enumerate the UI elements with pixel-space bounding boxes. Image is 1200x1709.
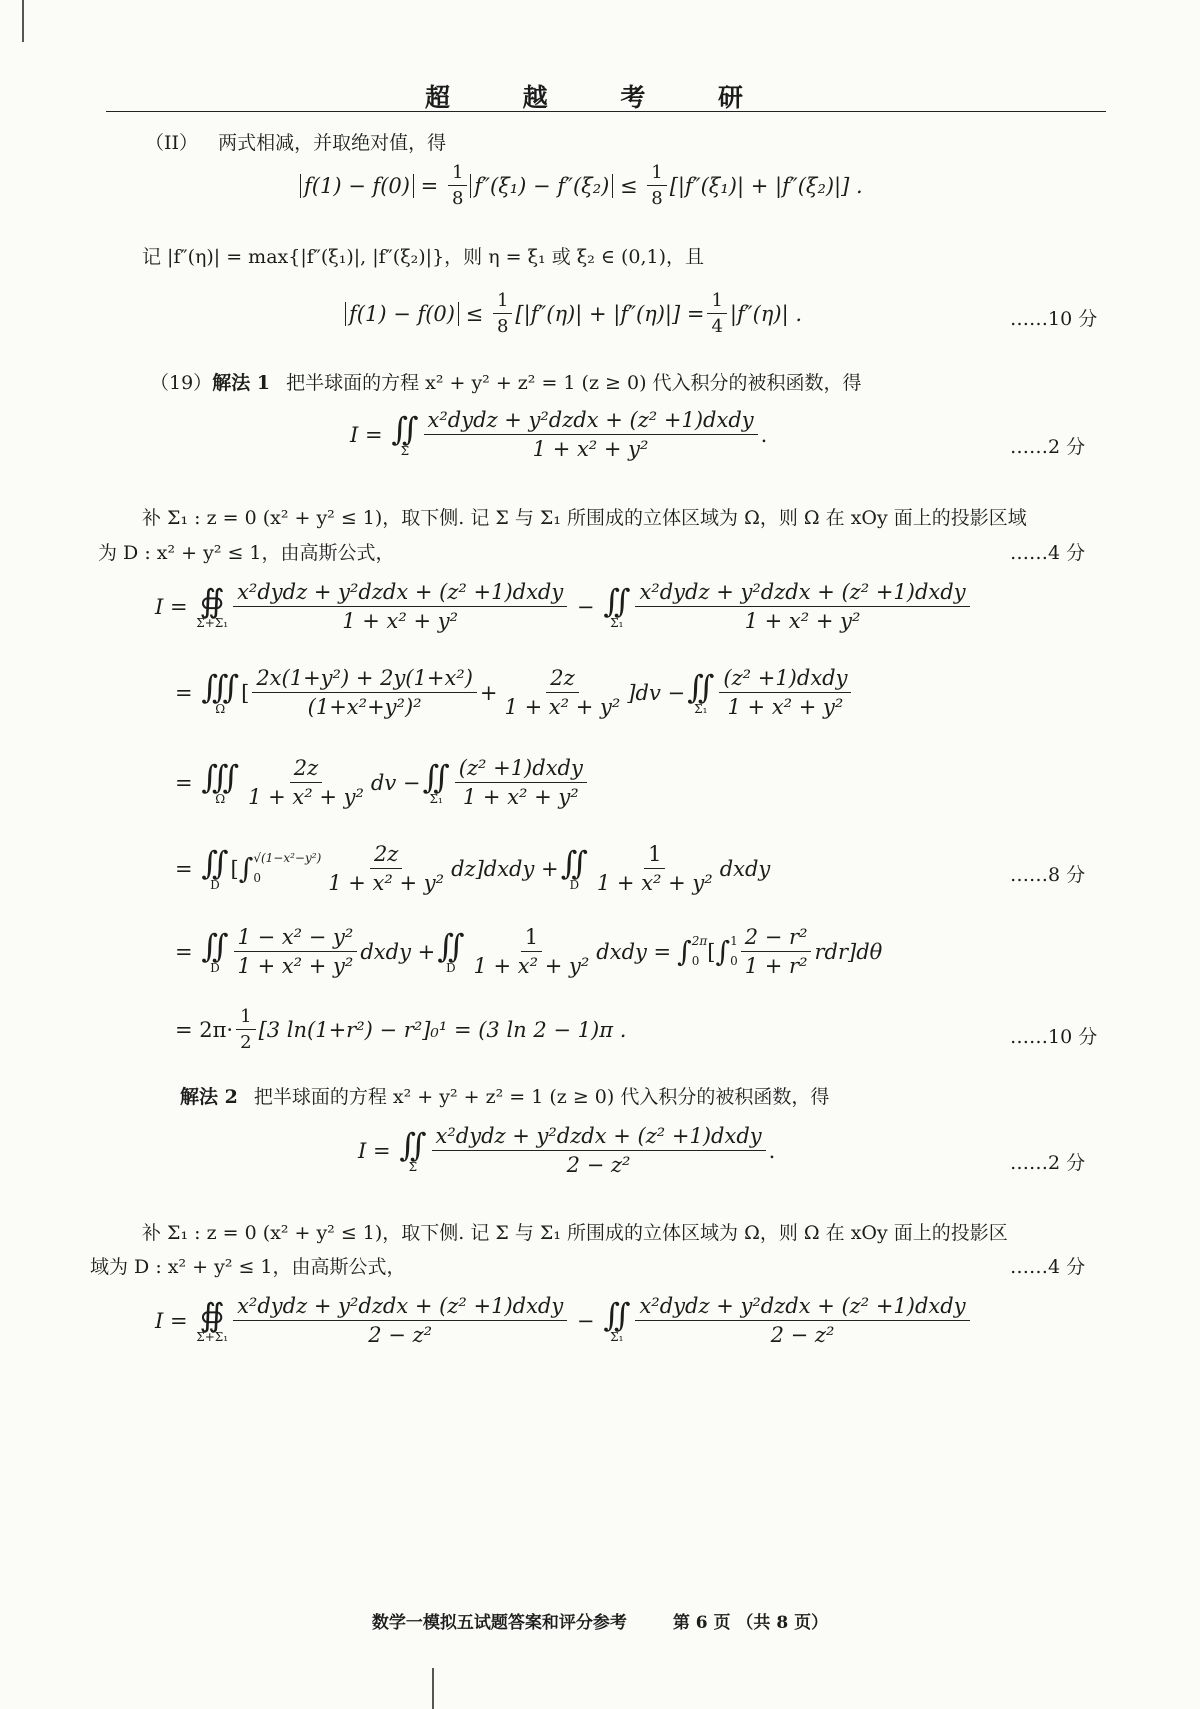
score-8: ……8 分 — [1010, 864, 1086, 886]
page-header: 超 越 考 研 — [424, 83, 776, 112]
supp2-line2: 域为 D : x² + y² ≤ 1，由高斯公式， — [90, 1256, 406, 1278]
equation-I-2: I = ∬ Σ $\frac{\text{x²dydz + y²dzdx + (z² +1)dxdy}}{\text{2 − z²}}$ . — [358, 1124, 776, 1177]
equation-gauss-3: = ∭ Ω $\frac{2z}{\text{1 + x² + y²}}$ dv − ∬ Σ₁ $\frac{\text{(z² +1)dxdy}}{\text{1 + x² + y²}}$ — [175, 756, 590, 809]
equation-gauss-2: = ∭ Ω [ $\frac{\text{2x(1+y²) + 2y(1+x²)}}{\text{(1+x²+y²)²}}$ + $\frac{2z}{\text{1 + x² + y²}}$ ]dv − ∬ Σ₁ $\frac{\text{(z² +1)dxdy}}{\text{1 + x² + y²}}$ — [175, 666, 854, 719]
scan-mark-top — [22, 0, 24, 42]
header-rule — [106, 111, 1106, 112]
score-10-b: ……10 分 — [1010, 1026, 1098, 1048]
note-max: 记 |f″(η)| = max{|f″(ξ₁)|, |f″(ξ₂)|}，则 η = ξ₁ 或 ξ₂ ∈ (0,1)，且 — [142, 246, 705, 268]
score-4-b: ……4 分 — [1010, 1256, 1086, 1278]
equation-gauss-4: = ∬ D [ ∫ √(1−x²−y²) 0 $\frac{2z}{\text{1 + x² + y²}}$ dz]dxdy + ∬ D $\frac{1}{\text{1 + x² + y²}}$ dxdy — [175, 842, 771, 895]
fraction-one-eighth: $\frac{1}{8}$ — [448, 162, 467, 209]
supp2-line1: 补 Σ₁ : z = 0 (x² + y² ≤ 1)，取下侧. 记 Σ 与 Σ₁ 所围成的立体区域为 Ω，则 Ω 在 xOy 面上的投影区 — [142, 1222, 1008, 1244]
part2-intro: （II） 两式相减，并取绝对值，得 — [145, 132, 447, 154]
page-footer: 数学一模拟五试题答案和评分参考 第 6 页 （共 8 页） — [371, 1613, 829, 1633]
score-2-b: ……2 分 — [1010, 1152, 1086, 1174]
equation-gauss-6: = 2π· $\frac{1}{2}$ [3 ln(1+r²) − r²]₀¹ = (3 ln 2 − 1)π . — [175, 1006, 627, 1053]
equation-gauss-5: = ∬ D $\frac{\text{1 − x² − y²}}{\text{1 + x² + y²}}$ dxdy + ∬ D $\frac{1}{\text{1 + x² + y²}}$ dxdy = ∫ 2π 0 [ ∫ 1 0 $\frac{\text{2 − r²}}{\text{1 + r²}}$ rdr]dθ — [175, 925, 883, 978]
method2-intro: 解法 2 把半球面的方程 x² + y² + z² = 1 (z ≥ 0) 代入积分的被积函数，得 — [180, 1086, 830, 1108]
equation-gauss-method2: I = ∯ Σ+Σ₁ $\frac{\text{x²dydz + y²dzdx + (z² +1)dxdy}}{\text{2 − z²}}$ − ∬ Σ₁ $\frac{\text{x²dydz + y²dzdx + (z² +1)dxdy}}{\text{2 − z²}}$ — [155, 1294, 973, 1347]
supp-line2: 为 D : x² + y² ≤ 1，由高斯公式， — [98, 542, 395, 564]
equation-1: f(1) − f(0) = $\frac{1}{8}$ f″(ξ₁) − f″(ξ₂) ≤ $\frac{1}{8}$ [|f″(ξ₁)| + |f″(ξ₂)|] . — [300, 162, 863, 209]
equation-2: f(1) − f(0) ≤ $\frac{1}{8}$ [|f″(η)| + |f″(η)|] = $\frac{1}{4}$ |f″(η)| . — [345, 290, 802, 337]
score-2-a: ……2 分 — [1010, 436, 1086, 458]
score-4-a: ……4 分 — [1010, 542, 1086, 564]
scan-mark-bottom — [432, 1668, 434, 1709]
equation-I-1: I = ∬ Σ $\frac{\text{x²dydz + y²dzdx + (z² +1)dxdy}}{\text{1 + x² + y²}}$ . — [350, 408, 768, 461]
supp-line1: 补 Σ₁ : z = 0 (x² + y² ≤ 1)，取下侧. 记 Σ 与 Σ₁ 所围成的立体区域为 Ω，则 Ω 在 xOy 面上的投影区域 — [142, 507, 1027, 529]
q19-intro: （19）解法 1 把半球面的方程 x² + y² + z² = 1 (z ≥ 0) 代入积分的被积函数，得 — [150, 372, 862, 394]
score-10-a: ……10 分 — [1010, 308, 1098, 330]
equation-gauss-1: I = ∯ Σ+Σ₁ $\frac{\text{x²dydz + y²dzdx + (z² +1)dxdy}}{\text{1 + x² + y²}}$ − ∬ Σ₁ $\frac{\text{x²dydz + y²dzdx + (z² +1)dxdy}}{\text{1 + x² + y²}}$ — [155, 580, 973, 633]
